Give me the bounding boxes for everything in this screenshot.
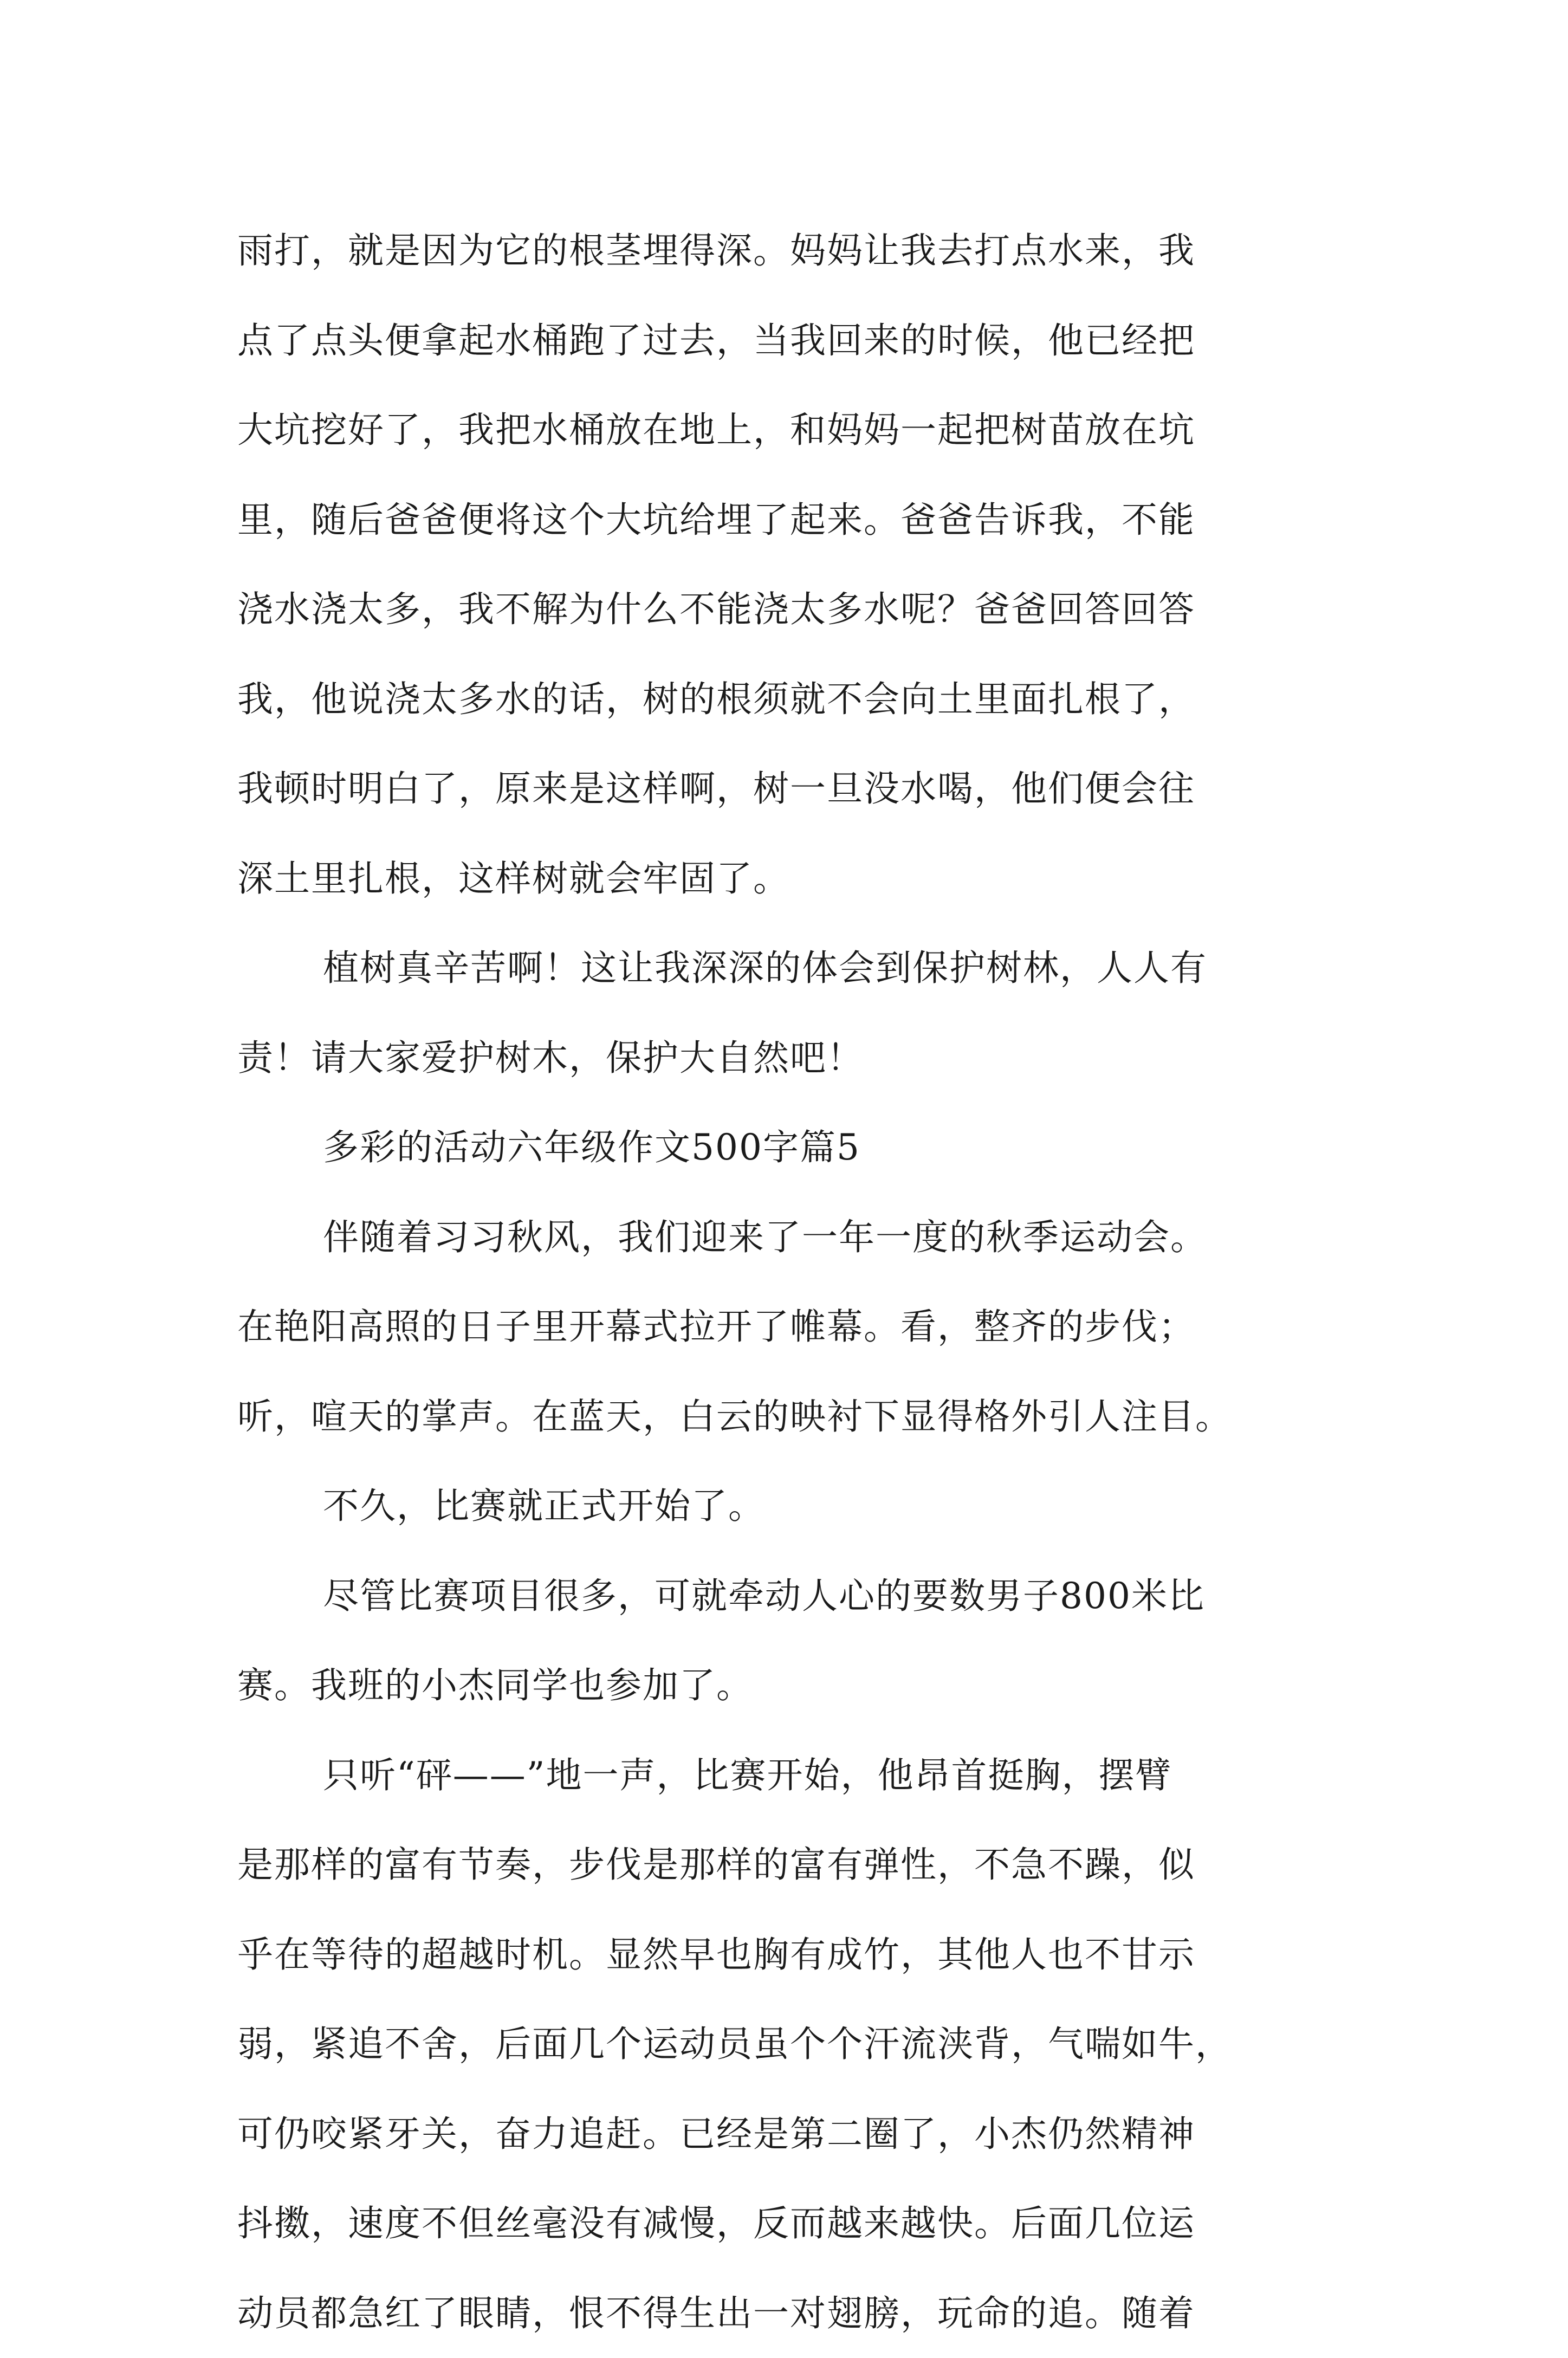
text-line: 深土里扎根，这样树就会牢固了。 (237, 834, 1343, 924)
text-line: 只听“砰——”地一声，比赛开始，他昂首挺胸，摆臂 (237, 1731, 1343, 1821)
text-line: 点了点头便拿起水桶跑了过去，当我回来的时候，他已经把 (237, 296, 1343, 386)
text-line: 弱，紧追不舍，后面几个运动员虽个个汗流浃背，气喘如牛， (237, 1999, 1343, 2089)
text-line: 听，喧天的掌声。在蓝天，白云的映衬下显得格外引人注目。 (237, 1372, 1343, 1462)
text-line: 乎在等待的超越时机。显然早也胸有成竹，其他人也不甘示 (237, 1910, 1343, 2000)
text-line: 浇水浇太多，我不解为什么不能浇太多水呢？爸爸回答回答 (237, 565, 1343, 655)
text-line: 是那样的富有节奏，步伐是那样的富有弹性，不急不躁，似 (237, 1820, 1343, 1910)
text-line: 尽管比赛项目很多，可就牵动人心的要数男子800米比 (237, 1551, 1343, 1641)
text-line: 在艳阳高照的日子里开幕式拉开了帷幕。看，整齐的步伐； (237, 1282, 1343, 1372)
text-line: 赛。我班的小杰同学也参加了。 (237, 1641, 1343, 1731)
text-line: 动员都急红了眼睛，恨不得生出一对翅膀，玩命的追。随着 (237, 2269, 1343, 2358)
text-line: 可仍咬紧牙关，奋力追赶。已经是第二圈了，小杰仍然精神 (237, 2089, 1343, 2179)
text-line: 植树真辛苦啊！这让我深深的体会到保护树林，人人有 (237, 923, 1343, 1013)
text-line: 我，他说浇太多水的话，树的根须就不会向土里面扎根了， (237, 655, 1343, 744)
text-line: 责！请大家爱护树木，保护大自然吧！ (237, 1013, 1343, 1103)
text-line: 大坑挖好了，我把水桶放在地上，和妈妈一起把树苗放在坑 (237, 385, 1343, 475)
text-line: 不久，比赛就正式开始了。 (237, 1461, 1343, 1551)
text-line: 我顿时明白了，原来是这样啊，树一旦没水喝，他们便会往 (237, 744, 1343, 834)
text-line: 伴随着习习秋风，我们迎来了一年一度的秋季运动会。 (237, 1193, 1343, 1282)
text-line: 雨打，就是因为它的根茎埋得深。妈妈让我去打点水来，我 (237, 206, 1343, 296)
text-line: 抖擞，速度不但丝毫没有减慢，反而越来越快。后面几位运 (237, 2179, 1343, 2269)
text-line: 里，随后爸爸便将这个大坑给埋了起来。爸爸告诉我，不能 (237, 475, 1343, 565)
section-heading: 多彩的活动六年级作文500字篇5 (237, 1103, 1343, 1193)
body-text (237, 206, 1343, 2358)
